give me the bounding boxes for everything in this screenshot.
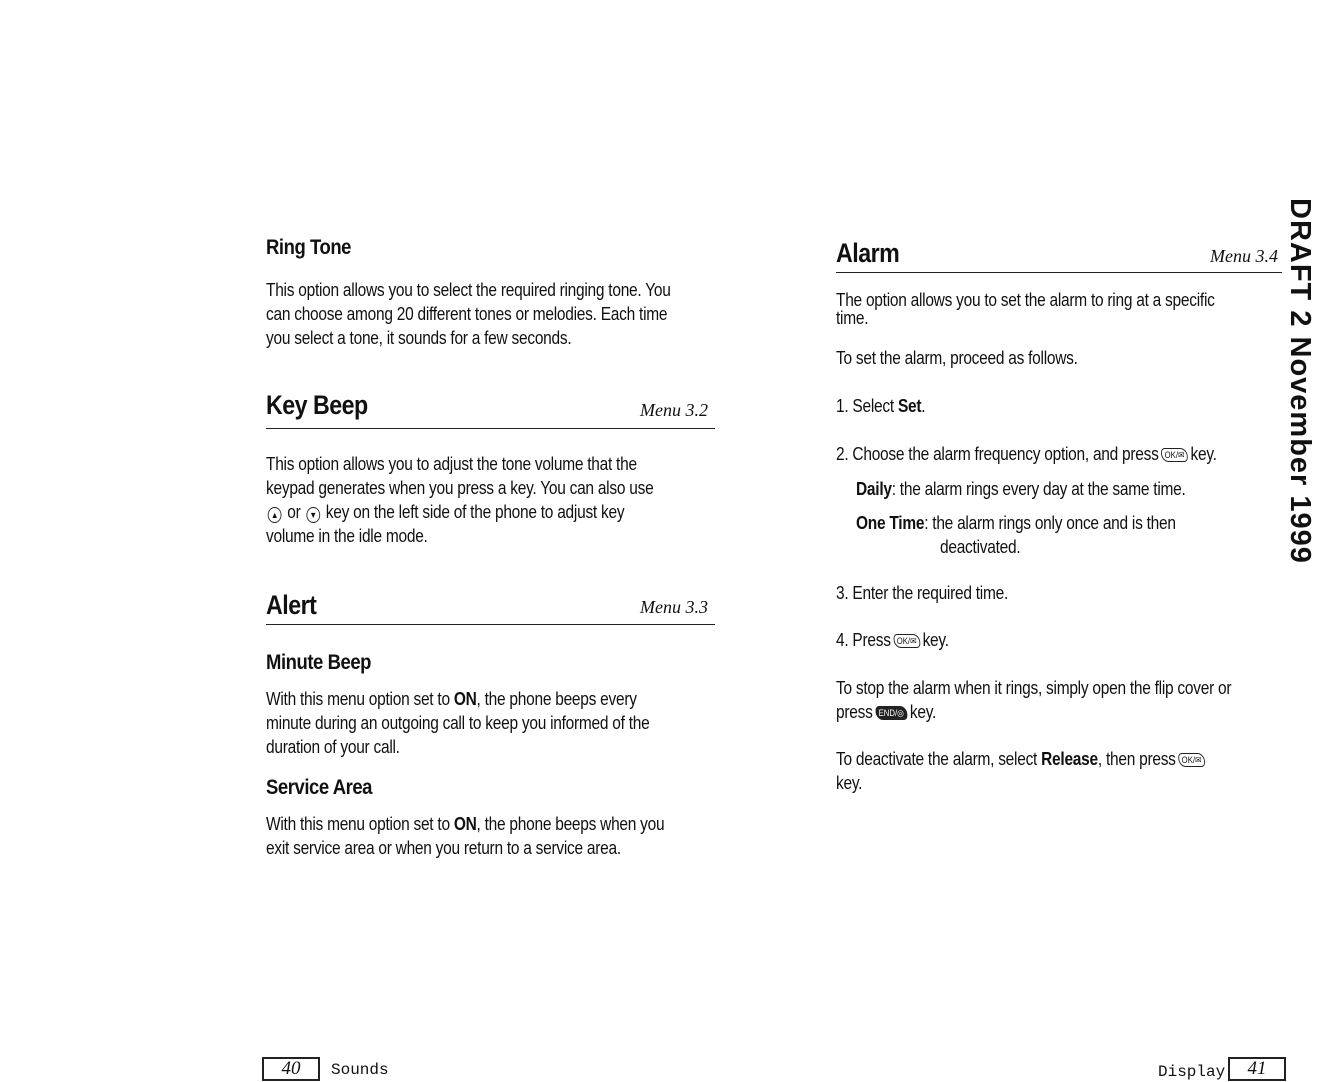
end-key-icon: END/◎ [875,706,907,720]
alarm-one-time: One Time: the alarm rings only once and is then [856,513,1176,533]
ring-tone-body [266,278,671,350]
service-area-line-2: exit service area or when you return to a service area. [266,838,621,858]
key-beep-body [266,452,653,548]
minute-beep-body [266,687,649,759]
alarm-stop-line-2: press END/◎ key. [836,702,937,722]
key-beep-line-3 [266,500,653,524]
alarm-deactivate [836,747,1208,795]
alarm-heading: Alarm [836,238,900,268]
left-footer-label: Sounds [331,1061,389,1079]
service-area-heading: Service Area [266,776,373,799]
key-beep-line-3-rest: key on the left side of the phone to adjust key [325,502,625,522]
release-option: Release [1041,749,1098,769]
key-beep-heading: Key Beep [266,390,368,420]
minute-beep-line-3: duration of your call. [266,737,400,757]
on-value: ON [453,689,477,709]
alarm-one-time-cont: deactivated. [940,537,1021,557]
right-footer-label: Display [1158,1063,1226,1081]
daily-label: Daily [856,479,892,499]
on-value: ON [453,814,477,834]
key-beep-rule [266,428,715,429]
set-option: Set [897,396,922,416]
key-beep-line-1: This option allows you to adjust the tone volume that the [266,454,637,474]
ok-key-icon: OK/✉ [1161,448,1188,462]
alarm-intro-line-2: time. [836,308,869,328]
ok-key-icon: OK/✉ [893,634,920,648]
alarm-step-3: 3. Enter the required time. [836,583,1009,603]
alarm-step-1: 1. Select Set. [836,396,926,416]
alarm-stop [836,676,1231,724]
minute-beep-line-1: With this menu option set to ON, the phone beeps every [266,689,637,709]
alarm-daily: Daily: the alarm rings every day at the same time. [856,479,1186,499]
ring-tone-heading: Ring Tone [266,236,352,259]
alert-rule [266,624,715,625]
ring-tone-line-3: you select a tone, it sounds for a few seconds. [266,328,572,348]
key-beep-line-4: volume in the idle mode. [266,526,428,546]
minute-beep-line-2: minute during an outgoing call to keep you informed of the [266,713,650,733]
service-area-body [266,812,664,860]
ok-key-icon: OK/✉ [1178,753,1205,767]
alert-menu-ref: Menu 3.3 [640,597,708,617]
alarm-deactivate-line-1: To deactivate the alarm, select Release, then press OK/✉ [836,747,1208,771]
alarm-step-4: 4. Press OK/✉ key. [836,630,949,650]
key-beep-menu-ref: Menu 3.2 [640,400,708,420]
alarm-stop-line-1: To stop the alarm when it rings, simply open the flip cover or [836,678,1232,698]
alarm-menu-ref: Menu 3.4 [1210,246,1278,266]
up-arrow-key-icon: ▲ [268,507,282,523]
alarm-proceed: To set the alarm, proceed as follows. [836,348,1078,368]
alarm-intro [836,291,1215,327]
left-page-number: 40 [262,1057,320,1081]
ring-tone-line-2: can choose among 20 different tones or melodies. Each time [266,304,668,324]
alarm-step-2: 2. Choose the alarm frequency option, and press OK/✉ key. [836,444,1217,464]
or-text: or [287,502,301,522]
ring-tone-line-1: This option allows you to select the required ringing tone. You [266,280,671,300]
alarm-rule [836,272,1282,273]
one-time-label: One Time [856,513,925,533]
service-area-line-1: With this menu option set to ON, the phone beeps when you [266,814,665,834]
alarm-intro-line-1: The option allows you to set the alarm to ring at a specific [836,290,1215,310]
down-arrow-key-icon: ▼ [306,507,320,523]
key-beep-line-2: keypad generates when you press a key. You can also use [266,478,654,498]
minute-beep-heading: Minute Beep [266,651,372,674]
alert-heading: Alert [266,590,317,620]
draft-watermark: DRAFT 2 November 1999 [1284,198,1316,564]
right-page-number: 41 [1228,1057,1286,1081]
alarm-deactivate-line-2: key. [836,773,863,793]
